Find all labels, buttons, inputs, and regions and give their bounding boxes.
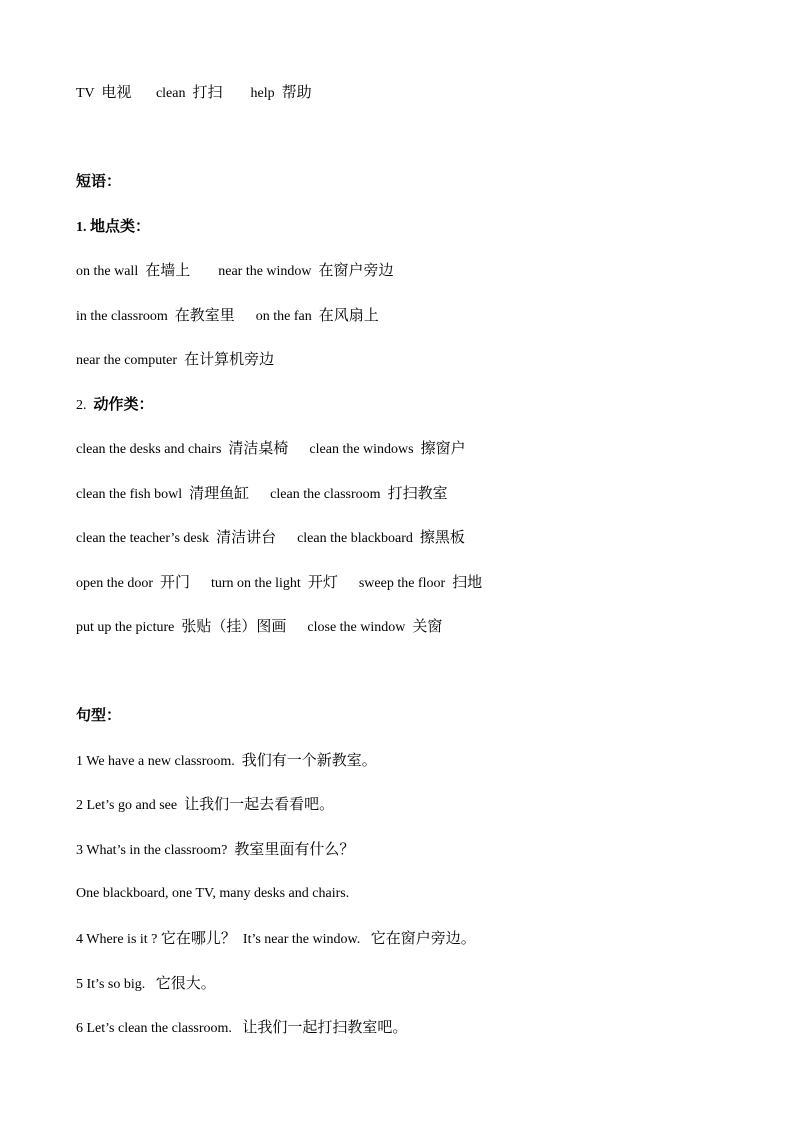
phrase-zh: 在风扇上 xyxy=(318,306,379,324)
phrase-en: open the door xyxy=(76,576,153,591)
place-heading-title: 地点类： xyxy=(90,217,151,235)
phrase-row xyxy=(76,616,442,638)
action-heading-title: 动作类： xyxy=(93,395,154,413)
sentences-heading: 句型： xyxy=(76,706,122,724)
vocab-en: clean xyxy=(155,86,186,101)
sentence-en: It’s near the window. xyxy=(242,932,361,947)
sentence-en: 5 It’s so big. xyxy=(76,977,146,992)
phrase-en: turn on the light xyxy=(211,576,301,591)
vocab-line xyxy=(76,82,312,104)
sentence-line xyxy=(76,839,354,861)
phrase-en: clean the teacher’s desk xyxy=(76,531,210,546)
phrase-zh: 张贴（挂）图画 xyxy=(181,617,287,635)
phrase-zh: 在墙上 xyxy=(145,261,191,279)
phrase-zh: 在教室里 xyxy=(174,306,235,324)
sentence-line xyxy=(76,928,476,950)
sentence-zh: 它在窗户旁边。 xyxy=(370,929,476,947)
phrase-zh: 清洁桌椅 xyxy=(228,439,289,457)
sentence-en: 1 We have a new classroom. xyxy=(76,754,235,769)
phrases-heading: 短语： xyxy=(76,172,122,190)
action-heading-number: 2. xyxy=(76,398,87,413)
phrase-en: on the wall xyxy=(76,264,139,279)
phrase-en: in the classroom xyxy=(76,309,168,324)
phrase-zh: 扫地 xyxy=(452,573,483,591)
place-heading xyxy=(76,216,150,238)
phrase-en: clean the desks and chairs xyxy=(76,442,222,457)
sentence-en: 4 Where is it ? xyxy=(76,932,158,947)
sentence-zh: 教室里面有什么？ xyxy=(234,840,355,858)
phrase-zh: 打扫教室 xyxy=(387,484,448,502)
place-heading-number: 1. xyxy=(76,220,87,235)
sentence-line xyxy=(76,794,334,816)
vocab-zh: 帮助 xyxy=(281,83,312,101)
phrase-zh: 开灯 xyxy=(307,573,338,591)
phrase-zh: 关窗 xyxy=(412,617,443,635)
phrase-en: close the window xyxy=(307,620,406,635)
sentence-line xyxy=(76,973,216,995)
vocab-zh: 打扫 xyxy=(192,83,223,101)
phrase-zh: 开门 xyxy=(159,573,190,591)
phrase-row xyxy=(76,305,379,327)
phrase-zh: 擦黑板 xyxy=(419,528,465,546)
phrase-zh: 在计算机旁边 xyxy=(184,350,275,368)
phrase-row xyxy=(76,483,448,505)
phrase-en: clean the fish bowl xyxy=(76,487,183,502)
phrase-en: clean the classroom xyxy=(270,487,381,502)
sentence-zh: 它很大。 xyxy=(155,974,216,992)
phrase-row xyxy=(76,349,274,371)
phrase-en: on the fan xyxy=(255,309,312,324)
sentence-line xyxy=(76,884,349,904)
phrase-row xyxy=(76,438,466,460)
vocab-en: TV xyxy=(76,86,95,101)
phrase-row xyxy=(76,572,482,594)
sentence-zh: 让我们一起打扫教室吧。 xyxy=(242,1018,408,1036)
phrase-zh: 在窗户旁边 xyxy=(318,261,394,279)
phrase-en: sweep the floor xyxy=(358,576,446,591)
vocab-en: help xyxy=(250,86,275,101)
phrase-zh: 擦窗户 xyxy=(420,439,466,457)
sentence-zh: 让我们一起去看看吧。 xyxy=(184,795,335,813)
phrase-zh: 清理鱼缸 xyxy=(189,484,250,502)
sentence-en: 3 What’s in the classroom? xyxy=(76,843,228,858)
sentence-zh: 它在哪儿？ xyxy=(160,929,236,947)
phrase-row xyxy=(76,527,465,549)
sentence-line xyxy=(76,750,377,772)
action-heading xyxy=(76,394,154,416)
sentence-line xyxy=(76,1017,407,1039)
vocab-zh: 电视 xyxy=(101,83,132,101)
phrase-zh: 清洁讲台 xyxy=(216,528,277,546)
phrase-en: put up the picture xyxy=(76,620,175,635)
phrase-en: near the window xyxy=(218,264,312,279)
phrase-en: near the computer xyxy=(76,353,178,368)
sentence-en: 6 Let’s clean the classroom. xyxy=(76,1021,232,1036)
phrase-en: clean the windows xyxy=(309,442,414,457)
sentence-zh: 我们有一个新教室。 xyxy=(241,751,377,769)
phrase-row xyxy=(76,260,394,282)
phrase-en: clean the blackboard xyxy=(297,531,413,546)
sentence-en: One blackboard, one TV, many desks and chairs. xyxy=(76,886,350,901)
sentence-en: 2 Let’s go and see xyxy=(76,798,178,813)
